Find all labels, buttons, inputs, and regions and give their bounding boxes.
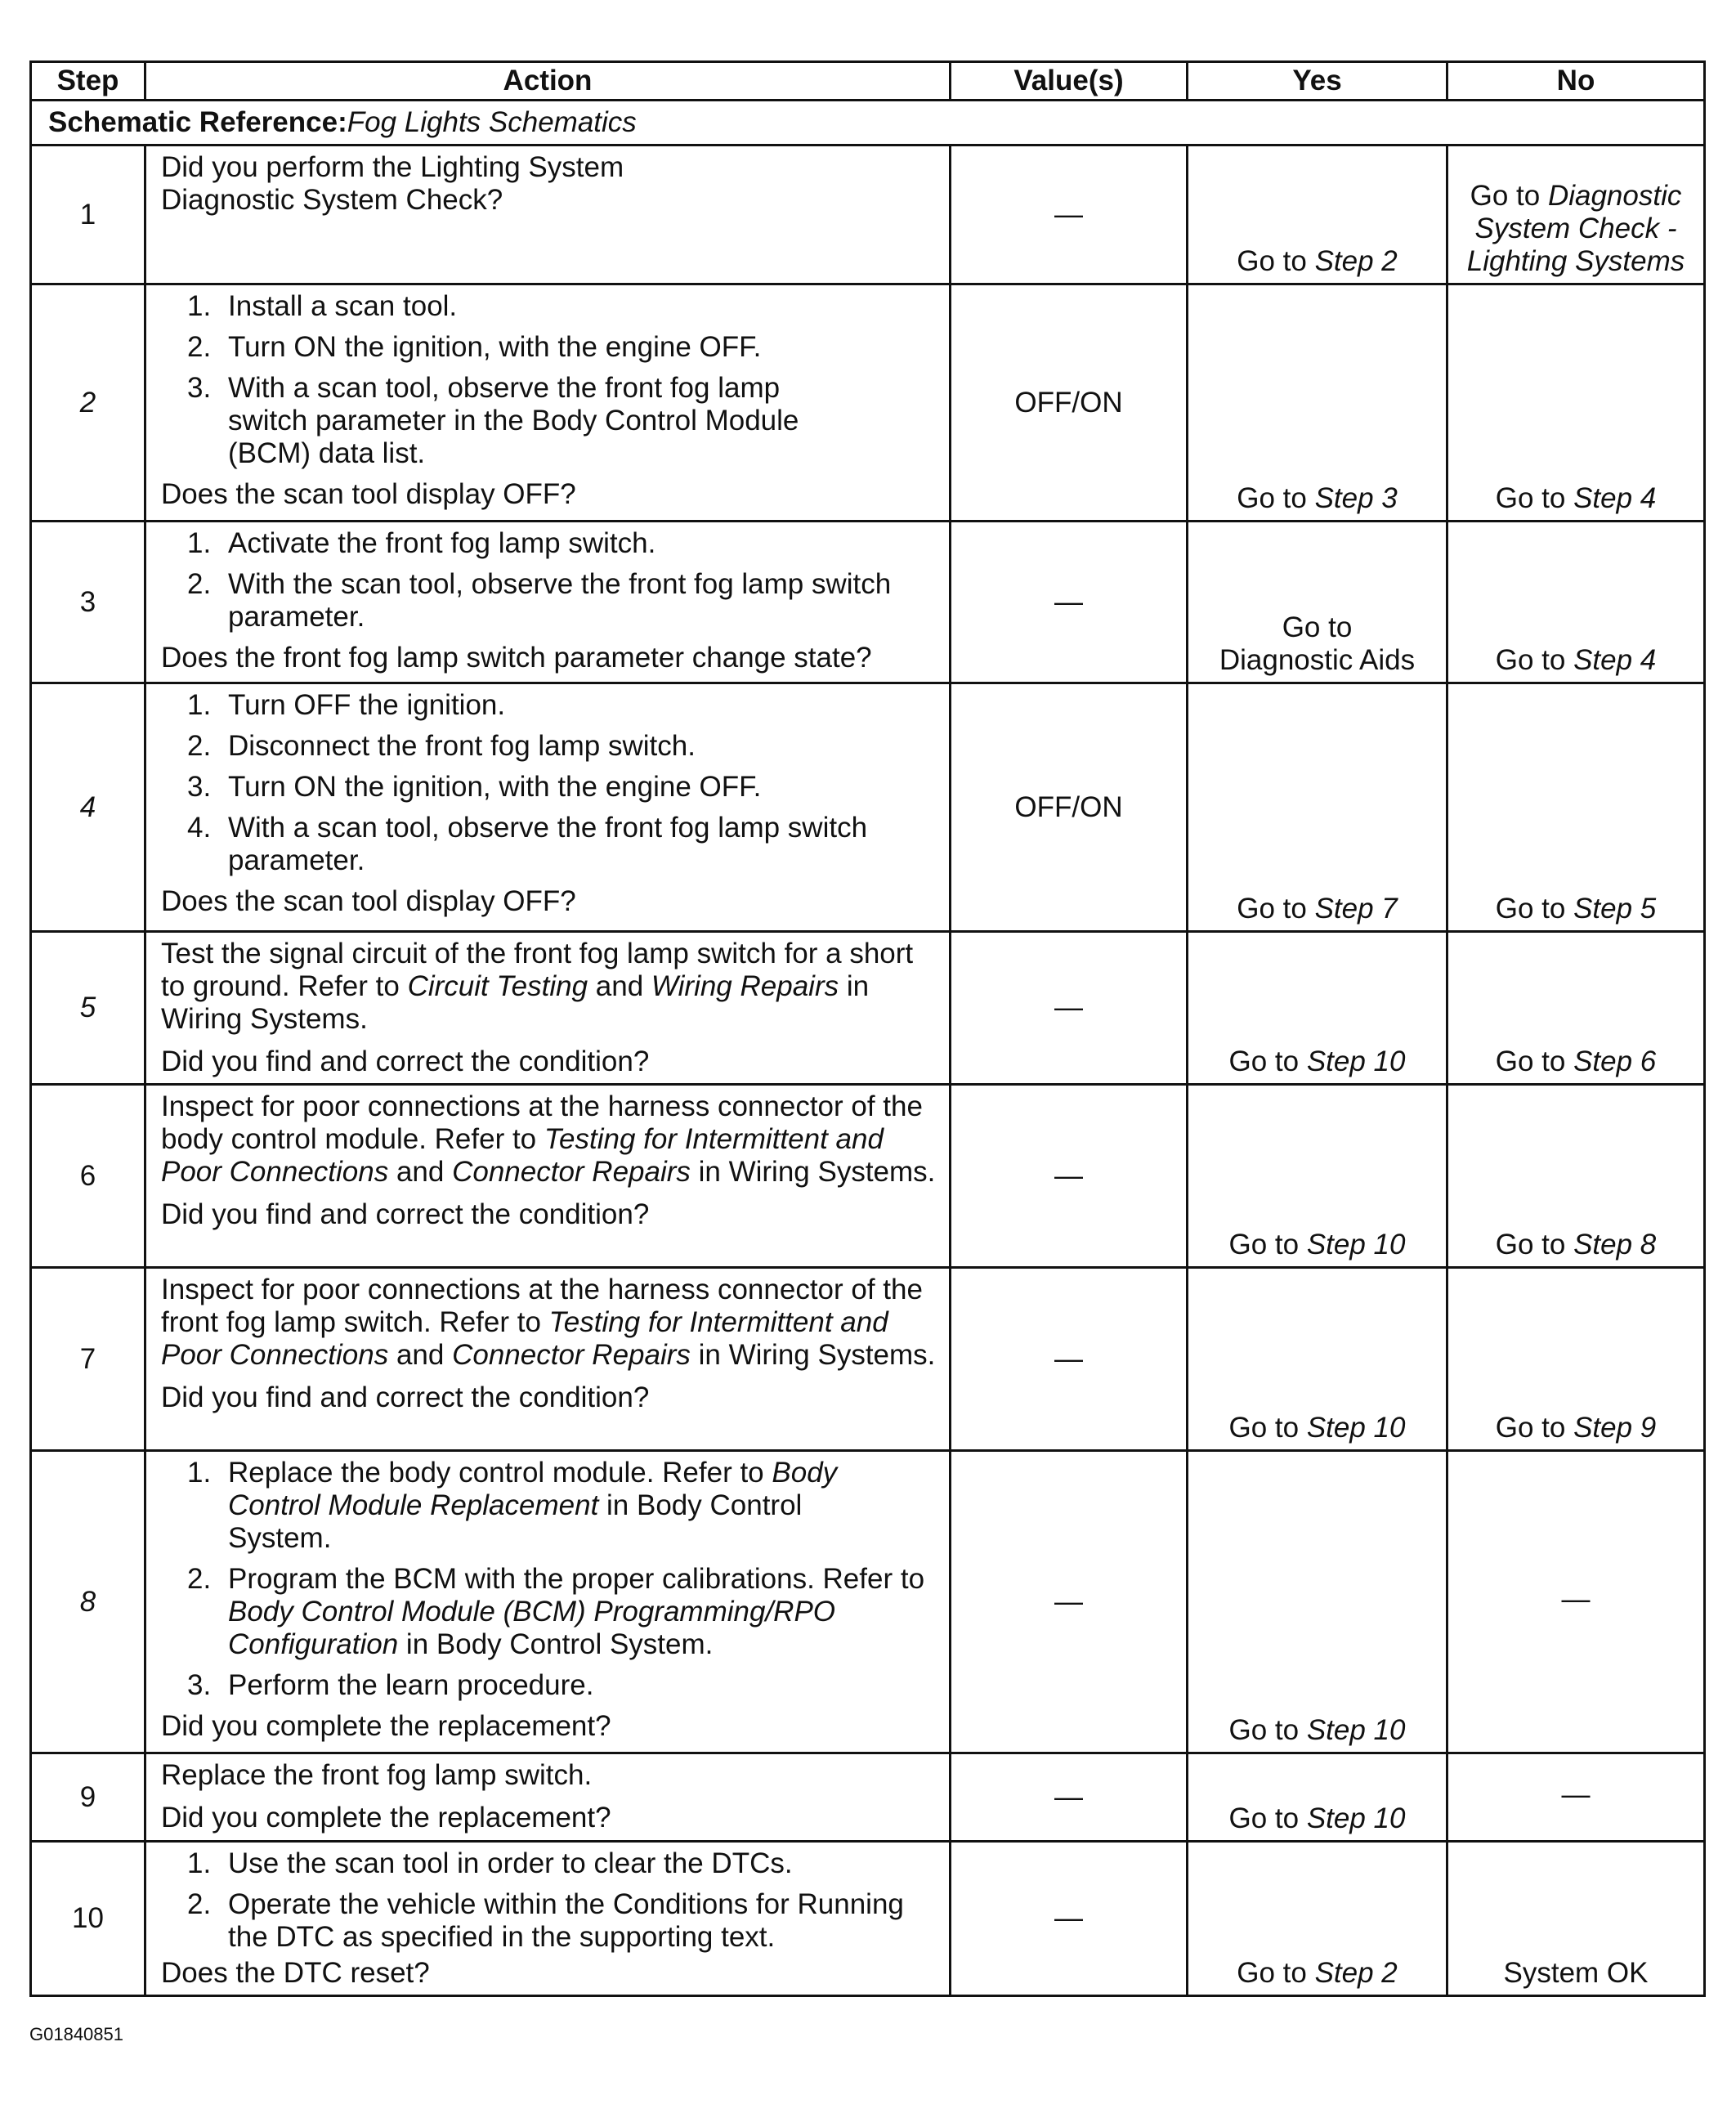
- action-cell: [145, 1085, 951, 1268]
- action-question: Did you find and correct the condition?: [161, 1046, 650, 1077]
- item-text: Turn OFF the ignition.: [228, 689, 506, 721]
- list-item: [161, 812, 937, 877]
- action-text-part: in Wiring Systems.: [161, 970, 870, 1035]
- step-number: 1: [31, 146, 145, 284]
- value-cell: OFF/ON: [951, 683, 1188, 932]
- no-cell: System OK: [1447, 1842, 1705, 1996]
- step-number: 3: [31, 522, 145, 683]
- action-question: Did you find and correct the condition?: [161, 1381, 650, 1413]
- list-item: [161, 1888, 937, 1954]
- no-link[interactable]: Step 8: [1573, 1229, 1657, 1260]
- action-text-part: Test the signal circuit of the front fog lamp switch for a short to ground. Refer to: [161, 938, 914, 1002]
- step-number: 9: [31, 1753, 145, 1842]
- no-cell: [1447, 1268, 1705, 1451]
- action-question: Did you find and correct the condition?: [161, 1198, 650, 1230]
- action-text-part: and: [388, 1156, 453, 1188]
- reference-link[interactable]: Circuit Testing: [407, 970, 588, 1002]
- header-step: Step: [31, 62, 145, 101]
- yes-cell: [1188, 522, 1447, 683]
- action-cell: [145, 932, 951, 1085]
- value-cell: —: [951, 932, 1188, 1085]
- list-item: [161, 730, 937, 763]
- value-cell: —: [951, 1085, 1188, 1268]
- yes-link[interactable]: Step 10: [1306, 1412, 1406, 1444]
- item-number: 3.: [187, 771, 212, 803]
- list-item: [161, 1847, 937, 1880]
- item-text: Use the scan tool in order to clear the DTCs.: [228, 1847, 793, 1879]
- item-number: 1.: [187, 527, 212, 559]
- value-cell: —: [951, 1753, 1188, 1842]
- yes-cell: [1188, 1451, 1447, 1753]
- item-number: 3.: [187, 372, 212, 404]
- table-row: [31, 1085, 1705, 1268]
- yes-link[interactable]: Step 7: [1314, 893, 1398, 925]
- schematic-label: Schematic Reference:: [48, 106, 347, 138]
- header-row: [31, 62, 1705, 101]
- list-item: [161, 1457, 937, 1555]
- reference-link[interactable]: Connector Repairs: [452, 1156, 691, 1188]
- action-question: Does the scan tool display OFF?: [161, 885, 576, 917]
- no-link[interactable]: Step 6: [1573, 1046, 1657, 1077]
- step-number: 4: [31, 683, 145, 932]
- action-text-part: Inspect for poor connections at the harness connector of the body control module. Refer to: [161, 1090, 923, 1155]
- yes-prefix: Go to: [1237, 1957, 1315, 1989]
- action-cell: [145, 1842, 951, 1996]
- table-row: [31, 683, 1705, 932]
- list-item: [161, 771, 937, 804]
- list-item: [161, 689, 937, 722]
- action-text-part: and: [388, 1339, 453, 1371]
- no-link[interactable]: Step 4: [1573, 482, 1657, 514]
- item-number: 1.: [187, 290, 212, 322]
- yes-cell: [1188, 1842, 1447, 1996]
- yes-link[interactable]: Step 10: [1306, 1714, 1406, 1746]
- action-text: Replace the front fog lamp switch.: [161, 1759, 593, 1791]
- action-text-part: in Wiring Systems.: [690, 1339, 936, 1371]
- item-text: Turn ON the ignition, with the engine OFF.: [228, 331, 762, 363]
- value-cell: —: [951, 1842, 1188, 1996]
- step-number: 10: [31, 1842, 145, 1996]
- yes-link[interactable]: Step 3: [1314, 482, 1398, 514]
- value-cell: —: [951, 1268, 1188, 1451]
- yes-cell: [1188, 1268, 1447, 1451]
- step-number: 7: [31, 1268, 145, 1451]
- schematic-reference: [31, 101, 1705, 146]
- value-cell: —: [951, 1451, 1188, 1753]
- header-no: No: [1447, 62, 1705, 101]
- header-values: Value(s): [951, 62, 1188, 101]
- yes-link[interactable]: Step 2: [1314, 245, 1398, 277]
- no-cell: [1447, 932, 1705, 1085]
- action-text: [161, 1090, 937, 1189]
- item-text: Install a scan tool.: [228, 290, 458, 322]
- list-item: [161, 1563, 937, 1661]
- no-prefix: Go to: [1470, 180, 1548, 212]
- list-item: [161, 1669, 937, 1702]
- no-prefix: Go to: [1495, 644, 1574, 676]
- item-number: 1.: [187, 689, 212, 721]
- no-link[interactable]: Diagnostic System Check - Lighting Systems: [1466, 180, 1685, 277]
- no-link[interactable]: Step 4: [1573, 644, 1657, 676]
- no-cell: [1447, 284, 1705, 522]
- action-cell: [145, 1753, 951, 1842]
- list-item: [161, 568, 937, 634]
- header-yes: Yes: [1188, 62, 1447, 101]
- action-steps: [161, 1847, 937, 1954]
- item-text: in Body Control System.: [228, 1489, 803, 1554]
- value-cell: —: [951, 146, 1188, 284]
- no-link[interactable]: Step 5: [1573, 893, 1657, 925]
- yes-link[interactable]: Diagnostic Aids: [1219, 644, 1416, 676]
- action-cell: [145, 683, 951, 932]
- list-item: [161, 290, 937, 323]
- item-number: 2.: [187, 1888, 212, 1920]
- yes-cell: [1188, 284, 1447, 522]
- no-cell: —: [1447, 1753, 1705, 1842]
- yes-line-1: Go to: [1282, 611, 1353, 643]
- no-prefix: Go to: [1495, 1412, 1574, 1444]
- no-prefix: Go to: [1495, 1229, 1574, 1260]
- action-cell: [145, 522, 951, 683]
- item-number: 2.: [187, 331, 212, 363]
- yes-prefix: Go to: [1237, 245, 1315, 277]
- item-text: With the scan tool, observe the front fog lamp switch parameter.: [228, 568, 892, 633]
- action-question: Did you complete the replacement?: [161, 1802, 611, 1834]
- yes-link[interactable]: Step 10: [1306, 1046, 1406, 1077]
- list-item: [161, 331, 937, 364]
- diagnostic-table: [29, 60, 1706, 1997]
- header-action: Action: [145, 62, 951, 101]
- no-prefix: Go to: [1495, 482, 1574, 514]
- action-steps: [161, 290, 937, 470]
- table-row: [31, 932, 1705, 1085]
- reference-link[interactable]: Testing for Intermittent and Poor Connections: [161, 1306, 888, 1371]
- action-cell: [145, 146, 951, 284]
- action-text: [161, 938, 937, 1036]
- action-cell: [145, 284, 951, 522]
- item-text: With a scan tool, observe the front fog lamp switch parameter.: [228, 812, 868, 876]
- yes-cell: [1188, 146, 1447, 284]
- action-steps: [161, 1457, 937, 1702]
- yes-prefix: Go to: [1237, 893, 1315, 925]
- action-steps: [161, 527, 937, 634]
- reference-link[interactable]: Wiring Repairs: [651, 970, 839, 1002]
- item-text: Turn ON the ignition, with the engine OFF.: [228, 771, 762, 803]
- yes-prefix: Go to: [1228, 1046, 1307, 1077]
- no-cell: —: [1447, 1451, 1705, 1753]
- yes-prefix: Go to: [1228, 1802, 1307, 1834]
- schematic-row: [31, 101, 1705, 146]
- table-row: [31, 522, 1705, 683]
- no-prefix: Go to: [1495, 1046, 1574, 1077]
- table-row: [31, 284, 1705, 522]
- item-number: 2.: [187, 1563, 212, 1595]
- item-number: 1.: [187, 1847, 212, 1879]
- action-text-part: and: [588, 970, 651, 1002]
- step-number: 8: [31, 1451, 145, 1753]
- reference-link[interactable]: Testing for Intermittent and Poor Connections: [161, 1123, 884, 1188]
- action-cell: [145, 1451, 951, 1753]
- action-text: [161, 1274, 937, 1372]
- reference-link[interactable]: Body Control Module (BCM) Programming/RPO Configuration: [228, 1596, 836, 1660]
- yes-cell: [1188, 932, 1447, 1085]
- yes-prefix: Go to: [1237, 482, 1315, 514]
- yes-prefix: Go to: [1228, 1229, 1307, 1260]
- action-text: Did you perform the Lighting System Diagnostic System Check?: [161, 151, 624, 216]
- action-question: Did you complete the replacement?: [161, 1710, 611, 1742]
- action-question: Does the DTC reset?: [161, 1957, 430, 1989]
- schematic-link[interactable]: Fog Lights Schematics: [347, 106, 637, 138]
- item-text: With a scan tool, observe the front fog lamp switch parameter in the Body Control Module (BCM) data list.: [228, 372, 799, 469]
- value-cell: OFF/ON: [951, 284, 1188, 522]
- item-number: 2.: [187, 730, 212, 762]
- yes-link[interactable]: Step 2: [1314, 1957, 1398, 1989]
- action-question: Does the front fog lamp switch parameter change state?: [161, 642, 872, 674]
- item-text: Operate the vehicle within the Conditions for Running the DTC as specified in the supporting text.: [228, 1888, 904, 1953]
- value-cell: —: [951, 522, 1188, 683]
- no-cell: [1447, 683, 1705, 932]
- no-cell: [1447, 522, 1705, 683]
- step-number: 6: [31, 1085, 145, 1268]
- yes-link[interactable]: Step 10: [1306, 1802, 1406, 1834]
- reference-link[interactable]: Body Control Module Replacement: [228, 1457, 838, 1521]
- action-steps: [161, 689, 937, 877]
- step-number: 5: [31, 932, 145, 1085]
- no-prefix: Go to: [1495, 893, 1574, 925]
- item-text: Perform the learn procedure.: [228, 1669, 594, 1701]
- yes-cell: [1188, 1753, 1447, 1842]
- yes-prefix: Go to: [1228, 1412, 1307, 1444]
- item-number: 1.: [187, 1457, 212, 1489]
- item-text: Replace the body control module. Refer to: [228, 1457, 772, 1489]
- table-row: [31, 1753, 1705, 1842]
- item-text: in Body Control System.: [398, 1628, 714, 1660]
- yes-link[interactable]: Step 10: [1306, 1229, 1406, 1260]
- action-question: Does the scan tool display OFF?: [161, 478, 576, 510]
- reference-link[interactable]: Connector Repairs: [452, 1339, 691, 1371]
- item-number: 2.: [187, 568, 212, 600]
- item-number: 4.: [187, 812, 212, 844]
- figure-id: G01840851: [29, 2024, 123, 2044]
- no-link[interactable]: Step 9: [1573, 1412, 1657, 1444]
- table-row: [31, 1268, 1705, 1451]
- action-text-part: Inspect for poor connections at the harness connector of the front fog lamp switch. Refer to: [161, 1274, 923, 1338]
- yes-cell: [1188, 683, 1447, 932]
- item-text: Program the BCM with the proper calibrations. Refer to: [228, 1563, 925, 1595]
- yes-prefix: Go to: [1228, 1714, 1307, 1746]
- list-item: [161, 372, 937, 470]
- table-row: [31, 1842, 1705, 1996]
- item-text: Activate the front fog lamp switch.: [228, 527, 656, 559]
- step-number: 2: [31, 284, 145, 522]
- item-number: 3.: [187, 1669, 212, 1701]
- no-cell: [1447, 146, 1705, 284]
- action-text-part: in Wiring Systems.: [690, 1156, 936, 1188]
- list-item: [161, 527, 937, 560]
- table-row: [31, 1451, 1705, 1753]
- action-cell: [145, 1268, 951, 1451]
- yes-cell: [1188, 1085, 1447, 1268]
- no-cell: [1447, 1085, 1705, 1268]
- item-text: Disconnect the front fog lamp switch.: [228, 730, 696, 762]
- table-row: [31, 146, 1705, 284]
